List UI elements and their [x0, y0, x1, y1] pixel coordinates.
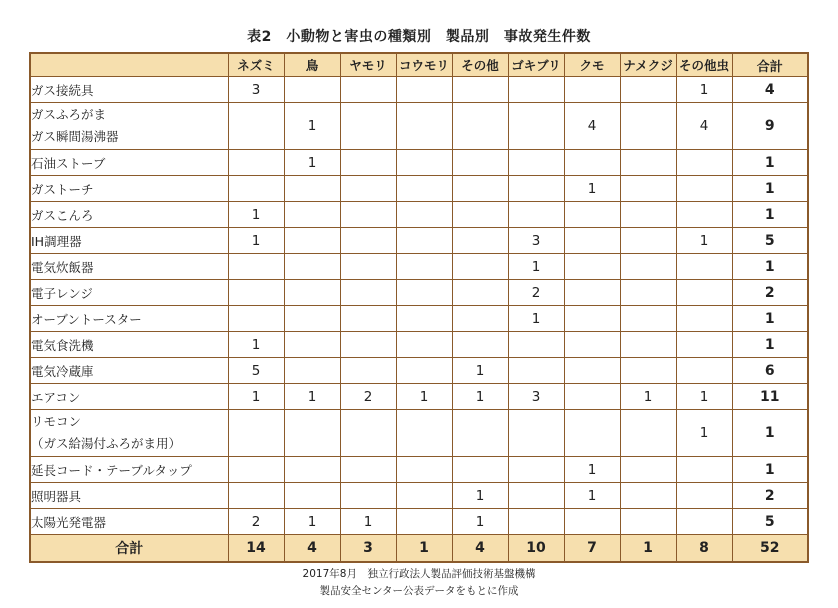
source-line: 2017年8月 独立行政法人製品評価技術基盤機構: [302, 568, 536, 580]
count-cell: [340, 483, 396, 509]
count-cell: [564, 77, 620, 103]
count-cell: [340, 176, 396, 202]
count-cell: [340, 332, 396, 358]
count-cell: [284, 228, 340, 254]
count-cell: [564, 280, 620, 306]
count-cell: [340, 228, 396, 254]
count-cell: 5: [228, 358, 284, 384]
row-total-cell: 2: [732, 483, 808, 509]
row-label: [30, 103, 228, 150]
count-cell: [284, 202, 340, 228]
row-total-cell: 9: [732, 103, 808, 150]
count-cell: [452, 410, 508, 457]
count-cell: 1: [564, 176, 620, 202]
count-cell: [676, 280, 732, 306]
count-cell: 1: [284, 509, 340, 535]
count-cell: [284, 176, 340, 202]
count-cell: 1: [676, 410, 732, 457]
count-cell: [284, 358, 340, 384]
count-cell: [340, 150, 396, 176]
row-total-cell: 1: [732, 410, 808, 457]
row-total-cell: 1: [732, 202, 808, 228]
row-label-line: 電気食洗機: [31, 337, 94, 353]
count-cell: [340, 358, 396, 384]
count-cell: 1: [564, 457, 620, 483]
row-label-line: ガストーチ: [31, 181, 94, 197]
row-label-line: 太陽光発電器: [31, 514, 107, 530]
count-cell: [620, 306, 676, 332]
count-cell: [340, 202, 396, 228]
count-cell: 1: [676, 384, 732, 410]
row-label-line: 延長コード・テーブルタップ: [31, 462, 192, 478]
row-label: [30, 332, 228, 358]
count-cell: [508, 103, 564, 150]
count-cell: [564, 358, 620, 384]
count-cell: [676, 483, 732, 509]
table-row: [30, 384, 808, 410]
count-cell: [452, 457, 508, 483]
row-total-cell: 1: [732, 176, 808, 202]
row-label: [30, 254, 228, 280]
count-cell: 1: [228, 384, 284, 410]
count-cell: [620, 228, 676, 254]
row-label: [30, 410, 228, 457]
row-label: [30, 77, 228, 103]
count-cell: 2: [340, 384, 396, 410]
count-cell: [396, 150, 452, 176]
row-label-line: （ガス給湯付ふろがま用）: [31, 436, 182, 451]
row-total-cell: 1: [732, 332, 808, 358]
table-row: [30, 332, 808, 358]
total-cell: 4: [284, 535, 340, 563]
total-cell: 1: [620, 535, 676, 563]
count-cell: [284, 410, 340, 457]
count-cell: [284, 457, 340, 483]
row-total-cell: 1: [732, 254, 808, 280]
count-cell: [340, 254, 396, 280]
count-cell: [396, 410, 452, 457]
count-cell: [564, 509, 620, 535]
table-row: [30, 280, 808, 306]
total-cell: 1: [396, 535, 452, 563]
table-row: [30, 103, 808, 150]
count-cell: [508, 457, 564, 483]
header-row: [30, 53, 808, 77]
count-cell: 1: [284, 150, 340, 176]
table-row: [30, 509, 808, 535]
count-cell: [452, 228, 508, 254]
count-cell: [396, 202, 452, 228]
column-header: ヤモリ: [340, 53, 396, 77]
count-cell: 3: [508, 384, 564, 410]
count-cell: [676, 150, 732, 176]
row-label-line: 石油ストーブ: [31, 155, 106, 171]
count-cell: [340, 306, 396, 332]
count-cell: [396, 332, 452, 358]
row-total-cell: 6: [732, 358, 808, 384]
row-label: [30, 228, 228, 254]
count-cell: [620, 358, 676, 384]
table-row: [30, 202, 808, 228]
row-total-cell: 5: [732, 509, 808, 535]
header-corner: [30, 53, 228, 77]
count-cell: [340, 410, 396, 457]
count-cell: [508, 483, 564, 509]
count-cell: [452, 103, 508, 150]
count-cell: [228, 103, 284, 150]
row-label: [30, 384, 228, 410]
table-row: [30, 410, 808, 457]
count-cell: 1: [340, 509, 396, 535]
count-cell: [564, 384, 620, 410]
count-cell: [228, 176, 284, 202]
count-cell: [228, 483, 284, 509]
count-cell: 1: [452, 509, 508, 535]
row-label-line: 電気炊飯器: [31, 259, 94, 275]
table-row: [30, 457, 808, 483]
row-total-cell: 1: [732, 150, 808, 176]
count-cell: [620, 280, 676, 306]
count-cell: [228, 150, 284, 176]
count-cell: 1: [228, 228, 284, 254]
count-cell: [396, 457, 452, 483]
count-cell: [508, 202, 564, 228]
count-cell: 1: [228, 202, 284, 228]
table-row: [30, 77, 808, 103]
count-cell: [284, 254, 340, 280]
total-row-label: 合計: [30, 535, 228, 563]
total-cell: 7: [564, 535, 620, 563]
count-cell: [228, 254, 284, 280]
count-cell: [396, 358, 452, 384]
count-cell: [452, 254, 508, 280]
count-cell: [620, 410, 676, 457]
count-cell: [564, 228, 620, 254]
table-title: 表2 小動物と害虫の種類別 製品別 事故発生件数: [247, 29, 591, 45]
total-cell: 8: [676, 535, 732, 563]
count-cell: [620, 103, 676, 150]
count-cell: [620, 202, 676, 228]
column-header: その他: [452, 53, 508, 77]
count-cell: [452, 280, 508, 306]
table-row: [30, 228, 808, 254]
count-cell: 1: [620, 384, 676, 410]
count-cell: [508, 332, 564, 358]
count-cell: 1: [452, 358, 508, 384]
count-cell: [396, 176, 452, 202]
total-row: [30, 535, 808, 563]
count-cell: 3: [228, 77, 284, 103]
row-label-line: ガス瞬間湯沸器: [31, 129, 119, 144]
count-cell: [564, 254, 620, 280]
count-cell: [340, 280, 396, 306]
count-cell: [676, 509, 732, 535]
count-cell: [564, 410, 620, 457]
column-header-total: 合計: [732, 53, 808, 77]
count-cell: [564, 306, 620, 332]
row-label: [30, 483, 228, 509]
row-label-line: ガスこんろ: [31, 207, 94, 223]
row-label-line: IH調理器: [31, 233, 82, 249]
count-cell: [452, 176, 508, 202]
count-cell: 1: [452, 483, 508, 509]
row-label-line: 電気冷蔵庫: [31, 363, 94, 379]
row-total-cell: 5: [732, 228, 808, 254]
row-label-line: オーブントースター: [31, 311, 142, 327]
row-label-line: エアコン: [31, 389, 81, 405]
count-cell: [228, 457, 284, 483]
table-row: [30, 358, 808, 384]
row-label-line: リモコン: [31, 414, 82, 429]
count-cell: [620, 176, 676, 202]
count-cell: 1: [284, 103, 340, 150]
count-cell: 2: [228, 509, 284, 535]
count-cell: [452, 150, 508, 176]
count-cell: 2: [508, 280, 564, 306]
count-cell: [620, 150, 676, 176]
count-cell: [564, 332, 620, 358]
row-label: [30, 150, 228, 176]
count-cell: [508, 410, 564, 457]
row-label: [30, 202, 228, 228]
count-cell: [508, 176, 564, 202]
count-cell: [284, 483, 340, 509]
column-header: その他虫: [676, 53, 732, 77]
row-label-line: ガスふろがま: [31, 107, 107, 122]
total-cell: 10: [508, 535, 564, 563]
count-cell: [340, 103, 396, 150]
count-cell: [228, 280, 284, 306]
count-cell: [452, 202, 508, 228]
column-header: ゴキブリ: [508, 53, 564, 77]
table-row: [30, 254, 808, 280]
row-label: [30, 509, 228, 535]
total-cell: 14: [228, 535, 284, 563]
count-cell: [396, 509, 452, 535]
count-cell: [508, 358, 564, 384]
count-cell: [452, 306, 508, 332]
table-row: [30, 306, 808, 332]
total-cell: 52: [732, 535, 808, 563]
row-label-line: ガス接続具: [31, 82, 94, 98]
count-cell: [396, 306, 452, 332]
count-cell: [564, 150, 620, 176]
count-cell: 3: [508, 228, 564, 254]
count-cell: [620, 332, 676, 358]
column-header: ナメクジ: [620, 53, 676, 77]
count-cell: [452, 332, 508, 358]
row-label-line: 電子レンジ: [31, 285, 93, 301]
table-row: [30, 150, 808, 176]
total-cell: 4: [452, 535, 508, 563]
count-cell: [396, 483, 452, 509]
source-note: [0, 566, 838, 600]
total-cell: 3: [340, 535, 396, 563]
count-cell: 4: [676, 103, 732, 150]
column-header: クモ: [564, 53, 620, 77]
count-cell: [620, 509, 676, 535]
row-total-cell: 1: [732, 457, 808, 483]
count-cell: [508, 509, 564, 535]
row-label: [30, 457, 228, 483]
count-cell: 1: [228, 332, 284, 358]
count-cell: [284, 306, 340, 332]
table-row: [30, 176, 808, 202]
count-cell: [396, 280, 452, 306]
count-cell: [284, 332, 340, 358]
row-label-line: 照明器具: [31, 488, 82, 504]
column-header: 鳥: [284, 53, 340, 77]
count-cell: [620, 77, 676, 103]
count-cell: [452, 77, 508, 103]
column-header: ネズミ: [228, 53, 284, 77]
row-total-cell: 2: [732, 280, 808, 306]
count-cell: 1: [564, 483, 620, 509]
row-label: [30, 358, 228, 384]
count-cell: [620, 483, 676, 509]
count-cell: 1: [284, 384, 340, 410]
count-cell: 4: [564, 103, 620, 150]
count-cell: [676, 202, 732, 228]
column-header: コウモリ: [396, 53, 452, 77]
count-cell: [676, 358, 732, 384]
count-cell: [396, 103, 452, 150]
count-cell: [620, 254, 676, 280]
row-label: [30, 306, 228, 332]
count-cell: [676, 457, 732, 483]
table-row: [30, 483, 808, 509]
row-total-cell: 11: [732, 384, 808, 410]
count-cell: [508, 77, 564, 103]
count-cell: [564, 202, 620, 228]
count-cell: [284, 77, 340, 103]
count-cell: [676, 254, 732, 280]
count-cell: [396, 228, 452, 254]
incident-table: [29, 52, 809, 563]
source-line: 製品安全センター公表データをもとに作成: [319, 585, 519, 597]
count-cell: 1: [676, 228, 732, 254]
count-cell: [396, 254, 452, 280]
row-total-cell: 4: [732, 77, 808, 103]
row-label: [30, 176, 228, 202]
count-cell: 1: [396, 384, 452, 410]
count-cell: [228, 410, 284, 457]
count-cell: 1: [508, 254, 564, 280]
count-cell: [508, 150, 564, 176]
count-cell: [284, 280, 340, 306]
count-cell: [676, 306, 732, 332]
count-cell: [228, 306, 284, 332]
count-cell: [676, 176, 732, 202]
count-cell: [620, 457, 676, 483]
count-cell: 1: [452, 384, 508, 410]
count-cell: [340, 457, 396, 483]
row-label: [30, 280, 228, 306]
count-cell: 1: [508, 306, 564, 332]
row-total-cell: 1: [732, 306, 808, 332]
count-cell: 1: [676, 77, 732, 103]
count-cell: [676, 332, 732, 358]
count-cell: [396, 77, 452, 103]
count-cell: [340, 77, 396, 103]
